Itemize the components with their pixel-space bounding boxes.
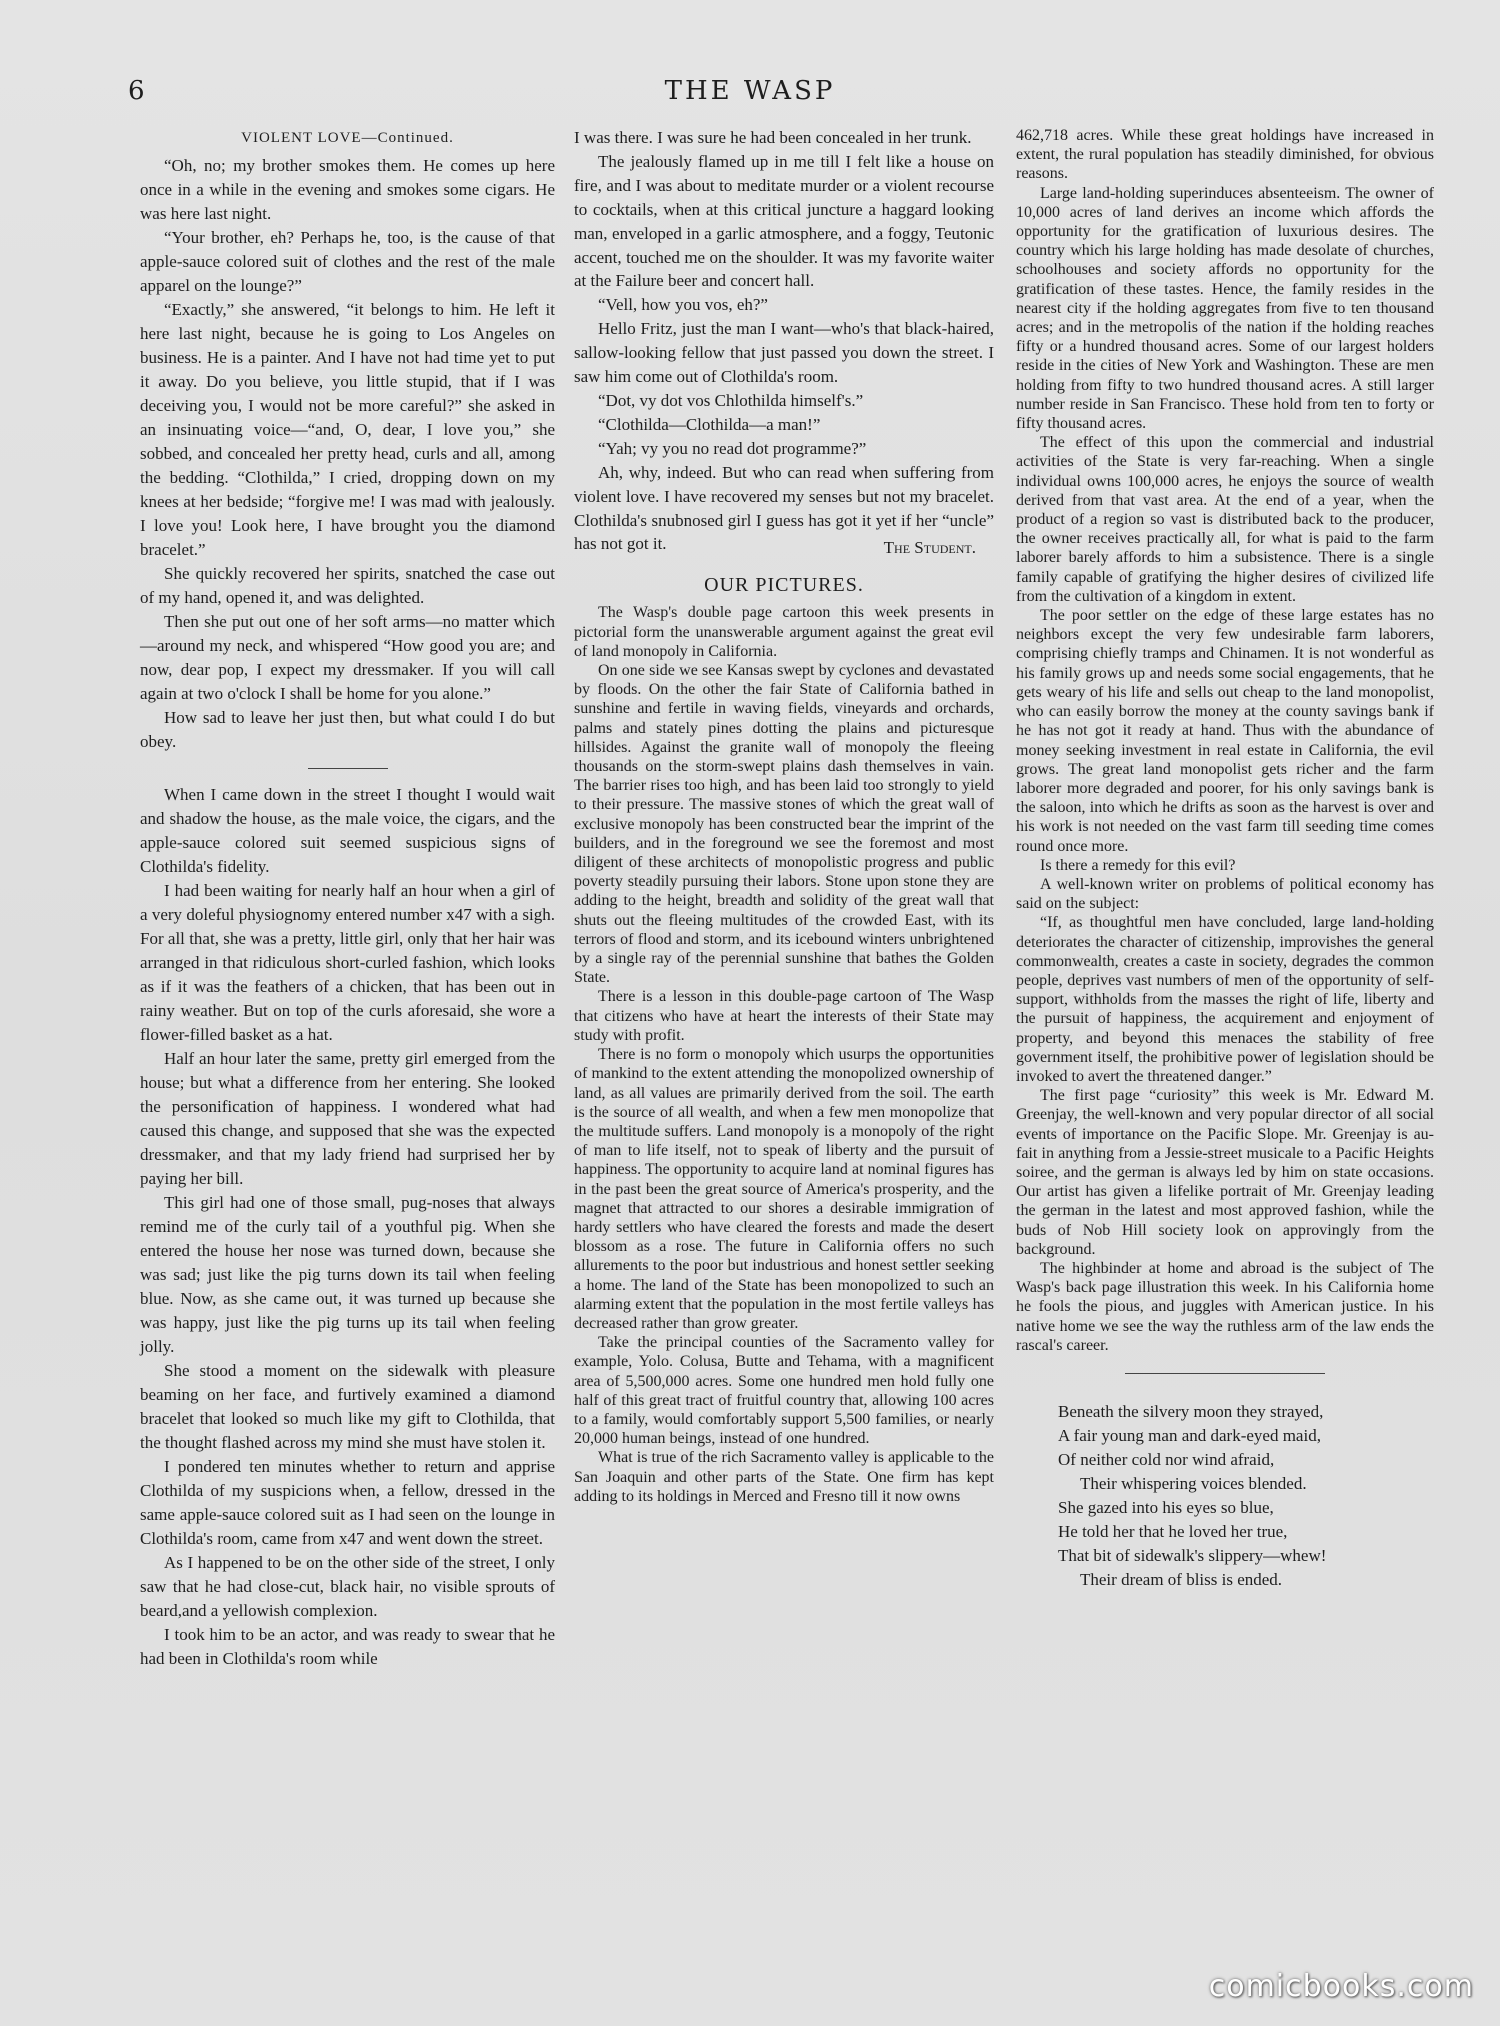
paragraph: “Yah; vy you no read dot programme?” <box>598 438 867 458</box>
paragraph: “Dot, vy dot vos Chlothilda himself's.” <box>598 390 864 410</box>
poem <box>1016 1400 1434 1592</box>
paragraph: “If, as thoughtful men have concluded, large land-holding deteriorates the character of citizenship, improvishes the general commonwealth, creates a caste in society, degrades the common people, deprives vast numbers of men of the opportunity of self-support, withholds from the masses the right of life, liberty and the pursuit of happiness, the acquirement and enjoyment of property, and beyond this menaces the stability of free government itself, the prohibitive power of legislation should be invoked to avert the threatened danger.” <box>1016 914 1434 1085</box>
paragraph: What is true of the rich Sacramento valley is applicable to the San Joaquin and other parts of the State. One firm has kept adding to its holdings in Merced and Fresno till it now owns <box>574 1449 994 1505</box>
paragraph: Ah, why, indeed. But who can read when suffering from violent love. I have recovered my senses but not my bracelet. Clothilda's snubnosed girl I guess has got it yet if her “uncle” has not got it. <box>574 462 994 554</box>
paragraph: I was there. I was sure he had been concealed in her trunk. <box>574 128 972 147</box>
paragraph: The poor settler on the edge of these large estates has no neighbors except the very few undesirable farm laborers, comprising chiefly tramps and Chinamen. It is not wonderful as his family grows up and needs some social engagements, that he gets weary of his life and sells out cheap to the land monopolist, who can easily borrow the money at the county savings bank if he has not got it ready at hand. Thus with the abundance of money seeking investment in real estate in California, the evil grows. The great land monopolist gets richer and the farm laborer more degraded and poorer, for his only savings bank is the saloon, into which he drifts as soon as the harvest is over and his work is not needed on the vast farm till seeding time comes round once more. <box>1016 607 1434 855</box>
paragraph: When I came down in the street I thought I would wait and shadow the house, as the male voice, the cigars, and the apple-sauce colored suit seemed suspicious signs of Clothilda's fidelity. <box>140 785 555 876</box>
paragraph: A well-known writer on problems of political economy has said on the subject: <box>1016 875 1434 913</box>
poem-line: A fair young man and dark-eyed maid, <box>1058 1426 1321 1445</box>
watermark-logo: comicbooks.com <box>1208 1969 1474 2004</box>
paragraph: Is there a remedy for this evil? <box>1040 856 1236 874</box>
paragraph: “Your brother, eh? Perhaps he, too, is the cause of that apple-sauce colored suit of clothes and the rest of the male apparel on the lounge?” <box>140 228 555 295</box>
paragraph: “Vell, how you vos, eh?” <box>598 295 768 315</box>
poem-line: That bit of sidewalk's slippery—whew! <box>1058 1546 1327 1565</box>
paragraph: “Exactly,” she answered, “it belongs to him. He left it here last night, because he is going to Los Angeles on business. He is a painter. And I have not had time yet to put it away. Do you believe, you little stupid, that if I was deceiving you, I would not be more careful?” she asked in an insinuating voice—“and, O, dear, I love you,” she sobbed, and concealed her pretty head, curls and all, among the bedding. “Clothilda,” I cried, dropping down on my knees at her bedside; “forgive me! I was mad with jealously. I love you! Look here, I have brought you the diamond bracelet.” <box>140 300 555 559</box>
page-number: 6 <box>128 76 145 106</box>
story-conclusion <box>574 126 994 560</box>
poem-line: He told her that he loved her true, <box>1058 1522 1288 1541</box>
poem-line: She gazed into his eyes so blue, <box>1058 1498 1274 1517</box>
poem-line: Their dream of bliss is ended. <box>1080 1570 1283 1589</box>
masthead: THE WASP <box>664 76 836 106</box>
paragraph: As I happened to be on the other side of the street, I only saw that he had close-cut, black hair, no visible sprouts of beard,and a yellowish complexion. <box>140 1553 555 1620</box>
paragraph: I pondered ten minutes whether to return and apprise Clothilda of my suspicions when, a fellow, dressed in the same apple-sauce colored suit as I had seen on the lounge in Clothilda's room, came from x47 and went down the street. <box>140 1457 555 1548</box>
section-divider <box>308 768 388 769</box>
paragraph: The first page “curiosity” this week is Mr. Edward M. Greenjay, the well-known and very popular director of all social events of importance on the Pacific Slope. Mr. Greenjay is au-fait in anything from a Jessie-street musicale to a Pacific Heights soiree, and the german is always led by him on state occasions. Our artist has given a lifelike portrait of Mr. Greenjay leading the german in the latest and most approved fashion, while the buds of Nob Hill society look on approvingly from the background. <box>1016 1087 1434 1258</box>
paragraph: Then she put out one of her soft arms—no matter which—around my neck, and whispered “How good you are; and now, dear pop, I expect my dressmaker. If you will call again at two o'clock I shall be home for you alone.” <box>140 612 555 703</box>
section-heading: OUR PICTURES. <box>704 574 864 597</box>
paragraph: On one side we see Kansas swept by cyclones and devastated by floods. On the other the fair State of California bathed in sunshine and fertile in waving fields, vineyards and orchards, palms and stately pines dotting the plains and picturesque hillsides. Against the granite wall of monopoly the fleeing thousands on the storm-swept plains dash themselves in vain. The barrier rises too high, and has been laid too strongly to yield to their pressure. The massive stones of which the great wall of exclusive monopoly has been constructed bear the imprint of the builders, and in the foreground we see the foremost and most diligent of these architects of monopolistic progress and public poverty steadily pursuing their labors. Stone upon stone they are adding to the height, breadth and solidity of the great wall that shuts out the fleeing multitudes of the crowded East, with its terrors of flood and storm, and its icebound winters unbrightened by a single ray of the perennial sunshine that bathes the Golden State. <box>574 662 994 987</box>
section-divider <box>1125 1373 1325 1374</box>
paragraph: The highbinder at home and abroad is the subject of The Wasp's back page illustration this week. In his California home he fools the pious, and juggles with American justice. In his native home we see the way the ruthless arm of the law ends the rascal's career. <box>1016 1259 1434 1354</box>
paragraph: I took him to be an actor, and was ready to swear that he had been in Clothilda's room while <box>140 1625 555 1668</box>
paragraph: 462,718 acres. While these great holdings have increased in extent, the rural population has steadily diminished, for obvious reasons. <box>1016 127 1434 183</box>
paragraph: I had been waiting for nearly half an hour when a girl of a very doleful physiognomy entered number x47 with a sigh. For all that, she was a pretty, little girl, only that her hair was arranged in that ridiculous short-curled fashion, which looks as if it was the feathers of a chicken, that has been out in rainy weather. But on top of the curls aforesaid, she wore a flower-filled basket as a hat. <box>140 881 555 1044</box>
paragraph: “Clothilda—Clothilda—a man!” <box>598 414 821 434</box>
paragraph: There is no form o monopoly which usurps the opportunities of mankind to the extent attending the monopolized ownership of land, as all values are primarily derived from the soil. The earth is the source of all wealth, and when a few men monopolize that the multitude suffers. Land monopoly is a monopoly of the right of man to life itself, not to speak of liberty and the pursuit of happiness. The opportunity to acquire land at nominal figures has in the past been the great source of America's prosperity, and the magnet that attracted to our shores a desirable immigration of hardy settlers who have cleared the forests and made the desert blossom as a rose. The future in California offers no such allurements to the poor but industrious and honest settler seeking a home. The land of the State has been monopolized to such an alarming extent that the population in the most fertile valleys has decreased rather than grow greater. <box>574 1046 994 1332</box>
paragraph: This girl had one of those small, pug-noses that always remind me of the curly tail of a youthful pig. When she entered the house her nose was turned down, because she was sad; just like the pig turns down its tail when feeling blue. Now, as she came out, it was turned up because she was happy, just like the pig turns up its tail when feeling jolly. <box>140 1193 555 1356</box>
column-3 <box>1016 126 1434 1592</box>
paragraph: Large land-holding superinduces absenteeism. The owner of 10,000 acres of land derives an income which affords the opportunity for the gratification of luxurious desires. The country which his large holding has made desolate of churches, schoolhouses and society affords no opportunity for the gratification of these tastes. Hence, the family resides in the nearest city if the holding aggregates from five to ten thousand acres; and in the metropolis of the nation if the holding reaches fifty or a hundred thousand acres. Some of our largest holders reside in the cities of New York and Washington. These are men holding from fifty to two hundred thousand acres. A still larger number reside in San Francisco. These hold from ten to forty or fifty thousand acres. <box>1016 184 1434 433</box>
author-signature: The Student. <box>883 538 976 558</box>
paragraph: “Oh, no; my brother smokes them. He comes up here once in a while in the evening and smokes some cigars. He was here last night. <box>140 156 555 223</box>
continued-heading: VIOLENT LOVE—Continued. <box>241 130 454 146</box>
column-1 <box>140 126 555 1671</box>
paragraph: She stood a moment on the sidewalk with pleasure beaming on her face, and furtively examined a diamond bracelet that looked so much like my gift to Clothilda, that the thought flashed across my mind she must have stolen it. <box>140 1361 555 1452</box>
poem-line: Their whispering voices blended. <box>1080 1474 1307 1493</box>
poem-line: Beneath the silvery moon they strayed, <box>1058 1402 1324 1421</box>
poem-line: Of neither cold nor wind afraid, <box>1058 1450 1275 1469</box>
paragraph: There is a lesson in this double-page cartoon of The Wasp that citizens who have at heart the interests of their State may study with profit. <box>574 988 994 1044</box>
paragraph: She quickly recovered her spirits, snatched the case out of my hand, opened it, and was delighted. <box>140 564 555 607</box>
paragraph: The jealously flamed up in me till I felt like a house on fire, and I was about to meditate murder or a violent recourse to cocktails, when at this critical juncture a haggard looking man, enveloped in a garlic atmosphere, and a foggy, Teutonic accent, touched me on the shoulder. It was my favorite waiter at the Failure beer and concert hall. <box>574 151 994 291</box>
paragraph: How sad to leave her just then, but what could I do but obey. <box>140 708 555 751</box>
paragraph: Take the principal counties of the Sacramento valley for example, Yolo. Colusa, Butte and Tehama, with a magnificent area of 5,500,000 acres. Some one hundred men hold fully one half of this great tract of fruitful country that, allowing 100 acres to a family, would comfortably support 5,500 families, or nearly 20,000 human beings, instead of one hundred. <box>574 1334 994 1448</box>
paragraph: Hello Fritz, just the man I want—who's that black-haired, sallow-looking fellow that just passed you down the street. I saw him come out of Clothilda's room. <box>574 319 994 387</box>
column-2 <box>574 126 994 1506</box>
paragraph: Half an hour later the same, pretty girl emerged from the house; but what a difference from her entering. She looked the personification of happiness. I wondered what had caused this change, and supposed that she was the expected dressmaker, and that my lady friend had surprised her by paying her bill. <box>140 1049 555 1188</box>
paragraph: The effect of this upon the commercial and industrial activities of the State is very far-reaching. When a single individual owns 100,000 acres, he enjoys the source of wealth derived from that vast area. At the end of a year, when the product of a region so vast is distributed back to the producer, the owner receives practically all, for what is paid to the farm laborer barely affords to him a subsistence. There is a single family capable of gratifying the higher desires of civilized life from the cultivation of a kingdom in extent. <box>1016 434 1434 605</box>
paragraph: The Wasp's double page cartoon this week presents in pictorial form the unanswerable argument against the great evil of land monopoly in California. <box>574 604 994 660</box>
